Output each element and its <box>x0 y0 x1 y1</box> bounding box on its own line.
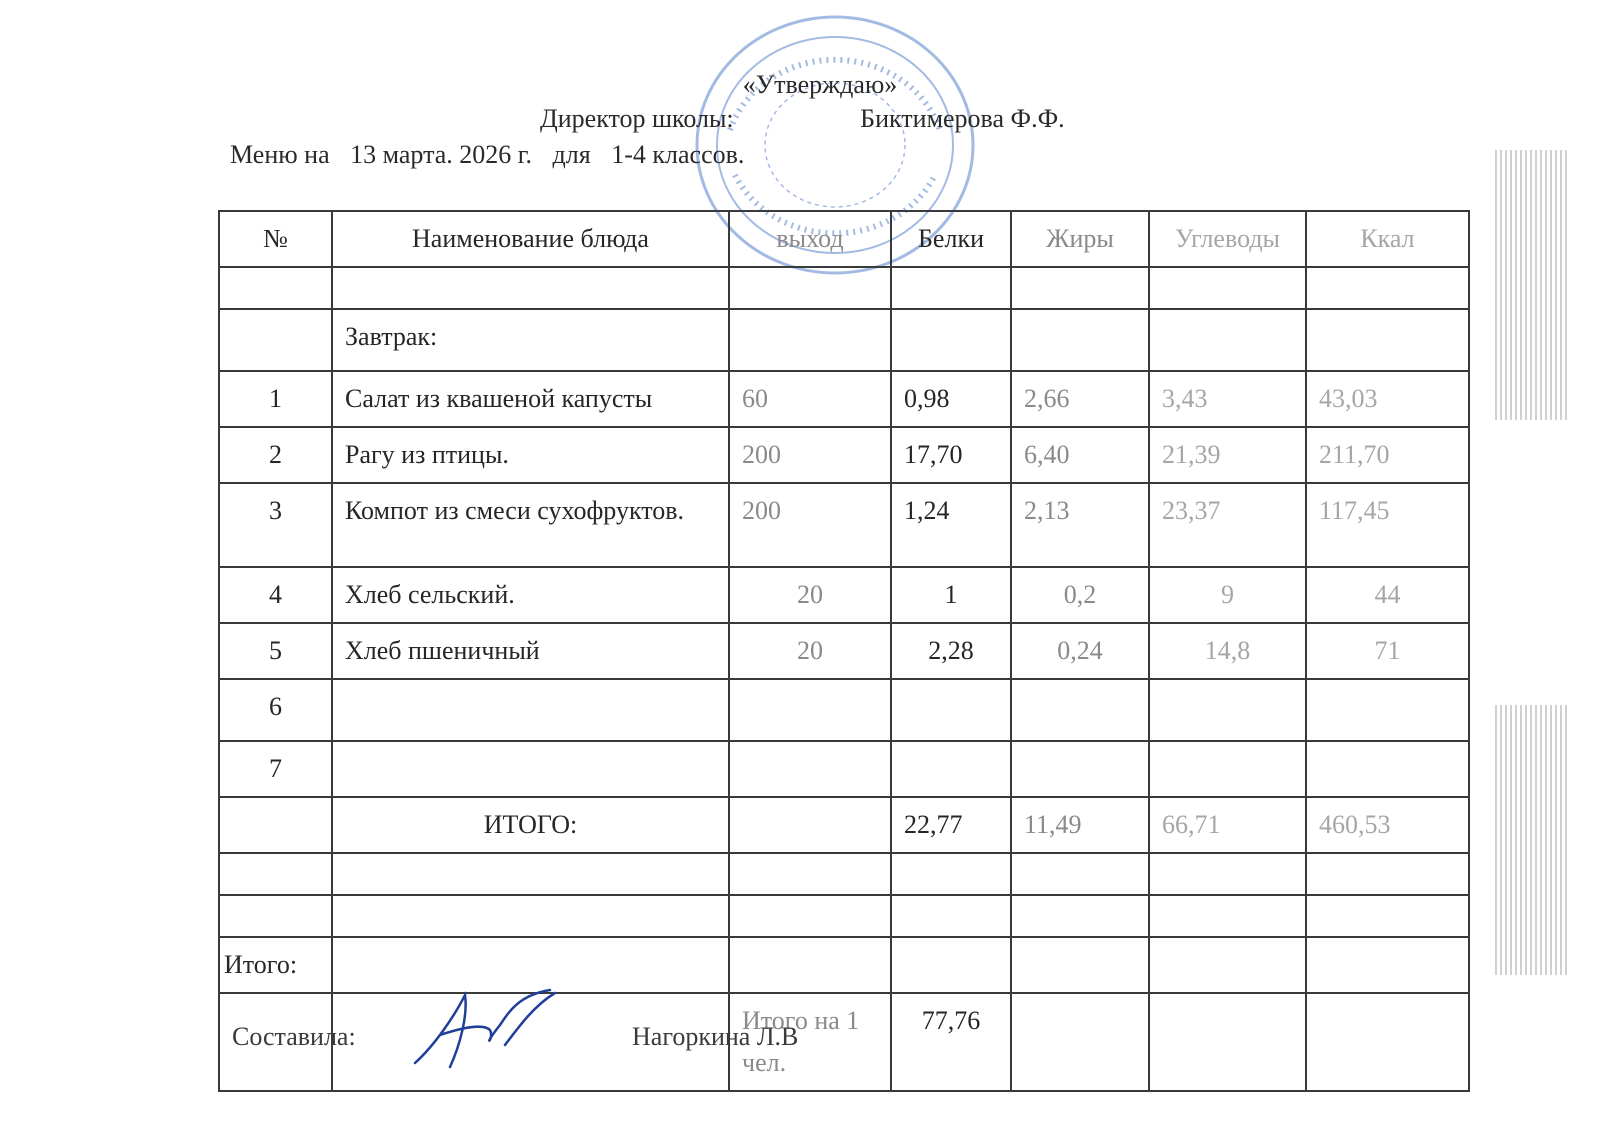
column-header-protein: Белки <box>891 211 1011 267</box>
dish-kcal: 43,03 <box>1306 371 1469 427</box>
subtotal-fat: 11,49 <box>1011 797 1149 853</box>
dish-fat: 2,13 <box>1011 483 1149 567</box>
dish-name: Хлеб сельский. <box>332 567 729 623</box>
dish-kcal: 44 <box>1306 567 1469 623</box>
dish-fat: 0,2 <box>1011 567 1149 623</box>
column-header-no: № <box>219 211 332 267</box>
menu-prefix: Меню на <box>230 140 330 169</box>
dish-protein: 17,70 <box>891 427 1011 483</box>
menu-table <box>218 210 1470 1092</box>
table-row <box>219 567 1469 623</box>
dish-output: 60 <box>729 371 891 427</box>
dish-fat <box>1011 741 1149 797</box>
dish-protein: 0,98 <box>891 371 1011 427</box>
column-header-carbs: Углеводы <box>1149 211 1306 267</box>
dish-name: Компот из смеси сухофруктов. <box>332 483 729 567</box>
meal-label: Завтрак: <box>332 309 729 371</box>
approval-heading: «Утверждаю» <box>742 70 898 99</box>
dish-output: 200 <box>729 483 891 567</box>
row-number: 7 <box>219 741 332 797</box>
table-row <box>219 427 1469 483</box>
dish-protein <box>891 679 1011 741</box>
dish-protein: 1 <box>891 567 1011 623</box>
per-person-label: Итого на 1 чел. <box>729 993 891 1091</box>
column-header-fat: Жиры <box>1011 211 1149 267</box>
dish-output <box>729 741 891 797</box>
dish-fat <box>1011 679 1149 741</box>
dish-protein: 1,24 <box>891 483 1011 567</box>
dish-name: Салат из квашеной капусты <box>332 371 729 427</box>
dish-name: Рагу из птицы. <box>332 427 729 483</box>
menu-date: 13 марта. 2026 г. <box>350 140 533 169</box>
menu-for: для <box>552 140 591 169</box>
menu-title-line <box>230 140 758 170</box>
scan-artifact-top <box>1495 150 1570 420</box>
table-header-row <box>219 211 1469 267</box>
dish-name: Хлеб пшеничный <box>332 623 729 679</box>
dish-output: 20 <box>729 623 891 679</box>
empty-row <box>219 267 1469 309</box>
subtotal-row <box>219 797 1469 853</box>
dish-kcal <box>1306 679 1469 741</box>
empty-row <box>219 895 1469 937</box>
subtotal-label: ИТОГО: <box>332 797 729 853</box>
dish-name <box>332 741 729 797</box>
director-label: Директор школы: <box>540 104 734 133</box>
compiled-name: Нагоркина Л.В <box>632 1022 799 1051</box>
total-row <box>219 937 1469 993</box>
row-number: 2 <box>219 427 332 483</box>
dish-carbs: 9 <box>1149 567 1306 623</box>
table-row <box>219 483 1469 567</box>
per-person-value: 77,76 <box>891 993 1011 1091</box>
dish-kcal: 117,45 <box>1306 483 1469 567</box>
column-header-kcal: Ккал <box>1306 211 1469 267</box>
dish-output <box>729 679 891 741</box>
subtotal-kcal: 460,53 <box>1306 797 1469 853</box>
total-label: Итого: <box>219 937 332 993</box>
dish-protein: 2,28 <box>891 623 1011 679</box>
subtotal-carb: 66,71 <box>1149 797 1306 853</box>
meal-row <box>219 309 1469 371</box>
dish-output: 200 <box>729 427 891 483</box>
per-person-row <box>219 993 1469 1091</box>
dish-carbs: 3,43 <box>1149 371 1306 427</box>
row-number: 1 <box>219 371 332 427</box>
dish-carbs <box>1149 741 1306 797</box>
dish-output: 20 <box>729 567 891 623</box>
subtotal-prot: 22,77 <box>891 797 1011 853</box>
dish-carbs: 14,8 <box>1149 623 1306 679</box>
dish-carbs: 21,39 <box>1149 427 1306 483</box>
dish-kcal: 71 <box>1306 623 1469 679</box>
dish-kcal <box>1306 741 1469 797</box>
empty-row <box>219 853 1469 895</box>
compiled-label: Составила: <box>232 1022 356 1051</box>
dish-carbs: 23,37 <box>1149 483 1306 567</box>
dish-carbs <box>1149 679 1306 741</box>
row-number: 3 <box>219 483 332 567</box>
dish-fat: 0,24 <box>1011 623 1149 679</box>
row-number: 5 <box>219 623 332 679</box>
dish-fat: 2,66 <box>1011 371 1149 427</box>
table-row <box>219 679 1469 741</box>
table-row <box>219 741 1469 797</box>
dish-protein <box>891 741 1011 797</box>
column-header-name: Наименование блюда <box>332 211 729 267</box>
dish-kcal: 211,70 <box>1306 427 1469 483</box>
director-name: Биктимерова Ф.Ф. <box>860 104 1065 133</box>
row-number: 6 <box>219 679 332 741</box>
scan-artifact-bottom <box>1495 705 1570 975</box>
table-row <box>219 623 1469 679</box>
signature <box>410 985 560 1070</box>
dish-fat: 6,40 <box>1011 427 1149 483</box>
menu-classes: 1-4 классов. <box>611 140 745 169</box>
table-row <box>219 371 1469 427</box>
row-number: 4 <box>219 567 332 623</box>
dish-name <box>332 679 729 741</box>
director-line <box>540 104 1065 134</box>
compiled-by-line <box>232 1022 799 1052</box>
table-body <box>219 267 1469 1091</box>
column-header-out: выход <box>729 211 891 267</box>
